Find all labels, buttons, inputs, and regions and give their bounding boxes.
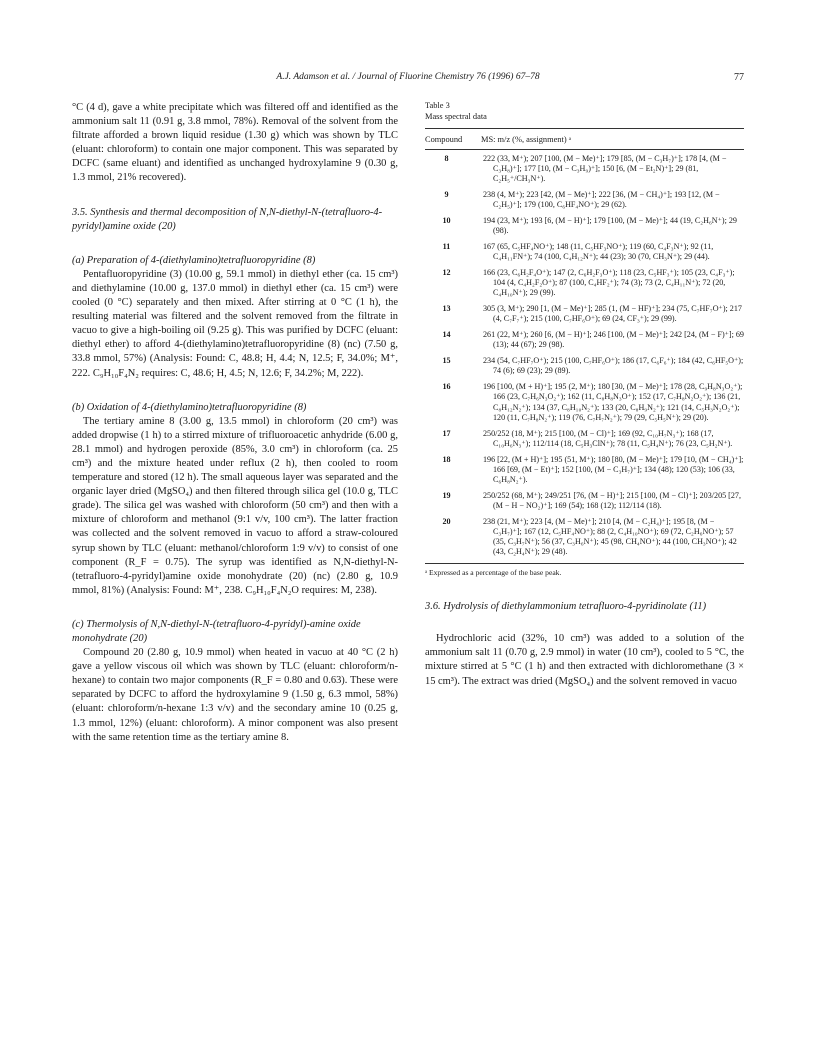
table-row bbox=[425, 190, 744, 210]
ms-data: 166 (23, C₆H₂F₄O⁺); 147 (2, C₆H₂F₃O⁺); 118 (23, C₅HF₃⁺); 105 (23, C₄F₃⁺); 104 (4, C₄H₂F₂O⁺); 87 (100, C₄HF₂⁺); 74 (3); 73 (2, C₄H₁₁N⁺); 72 (20, C₄H₁₀N⁺); 29 (99). bbox=[483, 268, 735, 298]
section-heading-3-5: 3.5. Synthesis and thermal decomposition of N,N-diethyl-N-(tetrafluoro-4-pyridyl)amine oxide (20) bbox=[72, 206, 383, 232]
ms-data: 196 [22, (M + H)⁺]; 195 (51, M⁺); 180 [80, (M − Me)⁺]; 179 [10, (M − CH₄)⁺]; 166 [69, (M − Et)⁺]; 152 [100, (M − C₃H₇)⁺]; 134 (48); 120 (53); 106 (33, C₆H₈N₂⁺). bbox=[483, 454, 744, 484]
table-row bbox=[425, 268, 744, 298]
paragraph-3-6: Hydrochloric acid (32%, 10 cm³) was added to a solution of the ammonium salt 11 (0.70 g, 2.9 mmol) in water (10 cm³), cooled to 5 °C, the mixture stirred at 5 °C (1 h) and then extracted with dichloromethane (3 × 15 cm³). The extract was dried (MgSO₄) and the solvent removed in vacuo bbox=[425, 633, 744, 687]
paragraph-continued: °C (4 d), gave a white precipitate which was filtered off and identified as the ammonium salt 11 (0.91 g, 3.8 mmol, 78%). Removal of the solvent from the filtrate afforded a brown liquid residue (1.30 g) which was shown by TLC (eluant: chloroform) to contain one major component. This was separated by DCFC (same eluant) and identified as unchanged hydroxylamine 9 (0.30 g, 1.3 mmol, 21% recovered). bbox=[72, 102, 398, 184]
ms-data: 305 (3, M⁺); 290 [1, (M − Me)⁺]; 285 (1, (M − HF)⁺]; 234 (75, C₇HF₇O⁺); 217 (4, C₇F₇⁺); 215 (100, C₇HF₆O⁺); 69 (24, CF₃⁺); 29 (99). bbox=[483, 304, 742, 324]
table-row bbox=[425, 216, 744, 236]
ms-data: 250/252 (68, M⁺); 249/251 [76, (M − H)⁺]; 215 [100, (M − Cl)⁺]; 203/205 [27, (M − H − NO₂)⁺]; 169 (54); 168 (12); 112/114 (18). bbox=[483, 490, 741, 510]
subsection-heading-b: (b) Oxidation of 4-(diethylamino)tetrafluoropyridine (8) bbox=[72, 401, 307, 413]
subsection-heading-c: (c) Thermolysis of N,N-diethyl-N-(tetrafluoro-4-pyridyl)-amine oxide monohydrate (20) bbox=[72, 618, 361, 644]
compound-id: 13 bbox=[442, 304, 451, 314]
compound-id: 16 bbox=[442, 382, 451, 392]
table-row bbox=[425, 154, 744, 184]
page-header bbox=[72, 72, 744, 86]
section-heading-3-6: 3.6. Hydrolysis of diethylammonium tetrafluoro-4-pyridinolate (11) bbox=[425, 601, 707, 613]
compound-id: 14 bbox=[442, 330, 451, 340]
table-row bbox=[425, 455, 744, 485]
ms-data: 234 (54, C₇HF₇O⁺); 215 (100, C₇HF₆O⁺); 186 (17, C₆F₆⁺); 184 (42, C₆HF₅O⁺); 74 (6); 69 (23); 29 (89). bbox=[483, 356, 744, 376]
compound-id: 18 bbox=[442, 454, 451, 464]
ms-data: 196 [100, (M + H)⁺]; 195 (2, M⁺); 180 [30, (M − Me)⁺]; 178 (28, C₉H₈N₃O₂⁺); 166 (23, C₇H₆N₃O₂⁺); 162 (11, C₈H₈N₃O⁺); 152 (17, C₇H₈N₂O₂⁺); 136 (21, C₈H₁₂N₂⁺); 134 (37, C₈H₁₀N₂⁺); 133 (20, C₈H₉N₂⁺); 121 (14, C₅H₃N₂O₂⁺); 120 (11, C₇H₈N₂⁺); 119 (76, C₇H₇N₂⁺); 79 (29, C₅H₅N⁺); 29 (20). bbox=[483, 382, 743, 422]
column-header-compound: Compound bbox=[425, 134, 463, 144]
column-header-ms: MS: m/z (%, assignment) ᵃ bbox=[481, 134, 571, 144]
running-head: A.J. Adamson et al. / Journal of Fluorine Chemistry 76 (1996) 67–78 bbox=[276, 72, 540, 82]
table-row bbox=[425, 304, 744, 324]
table-row bbox=[425, 517, 744, 557]
compound-id: 11 bbox=[442, 241, 451, 251]
ms-data: 261 (22, M⁺); 260 [6, (M − H)⁺]; 246 [100, (M − Me)⁺]; 242 [24, (M − F)⁺]; 69 (13); 44 (67); 29 (98). bbox=[483, 330, 744, 350]
table-body bbox=[425, 150, 744, 558]
compound-id: 15 bbox=[442, 356, 451, 366]
table-row bbox=[425, 382, 744, 422]
table-caption: Table 3 bbox=[425, 101, 450, 110]
compound-id: 20 bbox=[442, 516, 451, 526]
page-number: 77 bbox=[734, 72, 744, 83]
table-row bbox=[425, 242, 744, 262]
ms-data: 194 (23, M⁺); 193 [6, (M − H)⁺]; 179 [100, (M − Me)⁺]; 44 (19, C₂H₆N⁺); 29 (98). bbox=[483, 215, 737, 235]
ms-data: 238 (4, M⁺); 223 [42, (M − Me)⁺]; 222 [36, (M − CH₄)⁺]; 193 [12, (M − C₂H₅)⁺]; 179 (100, C₆HF₄NO⁺); 29 (62). bbox=[483, 189, 720, 209]
compound-id: 12 bbox=[442, 268, 451, 278]
paragraph-a: Pentafluoropyridine (3) (10.00 g, 59.1 mmol) in diethyl ether (ca. 15 cm³) and diethylamine (10.00 g, 137.0 mmol) in diethyl ether (ca. 15 cm³) were cooled (0 °C) separately and then mixed. After stirring at 0 °C (1 h), the resulting material was filtered and the solvent removed from the filtrate in vacuo to give a high-boiling oil (9.25 g). This was purified by DCFC (eluant: diethyl ether) to afford 4-(diethylamino)tetrafluoropyridine (8) (nc) (7.50 g, 33.8 mmol, 57%) (Analysis: Found: C, 48.8; H, 4.4; N, 12.5; F, 34.0%; M⁺, 222. C₉H₁₀F₄N₂ requires: C, 48.6; H, 4.5; N, 12.6; F, 34.2%; M, 222). bbox=[72, 268, 398, 379]
ms-data: 238 (21, M⁺); 223 [4, (M − Me)⁺]; 210 [4, (M − C₂H₄)⁺]; 195 [8, (M − C₃H₇)⁺]; 167 (12, C₅HF₄NO⁺); 88 (2, C₄H₁₀NO⁺); 69 (72, C₂H₆NO⁺); 57 (35, C₃H₇N⁺); 56 (37, C₃H₆N⁺); 45 (98, CH₄NO⁺); 44 (100, CH₃NO⁺); 42 (43, C₂H₄N⁺); 29 (48). bbox=[483, 516, 737, 557]
section-3-6 bbox=[425, 600, 744, 688]
table-header-row bbox=[425, 129, 744, 149]
right-column bbox=[425, 101, 744, 689]
compound-id: 17 bbox=[442, 428, 451, 438]
table-footnote: ᵃ Expressed as a percentage of the base peak. bbox=[425, 568, 562, 578]
table-title: Mass spectral data bbox=[425, 111, 487, 121]
compound-id: 10 bbox=[442, 215, 451, 225]
ms-data: 167 (65, C₅HF₄NO⁺); 148 (11, C₅HF₃NO⁺); 119 (60, C₄F₃N⁺); 92 (11, C₄H₁₁FN⁺); 74 (100, C₄H₁₂N⁺); 44 (23); 30 (70, CH₃N⁺); 29 (44). bbox=[483, 241, 714, 261]
compound-id: 19 bbox=[442, 490, 451, 500]
table-row bbox=[425, 356, 744, 376]
left-column bbox=[72, 101, 398, 745]
table-row bbox=[425, 429, 744, 449]
table-row bbox=[425, 491, 744, 511]
subsection-heading-a: (a) Preparation of 4-(diethylamino)tetrafluoropyridine (8) bbox=[72, 254, 316, 266]
paragraph-c: Compound 20 (2.80 g, 10.9 mmol) when heated in vacuo at 40 °C (2 h) gave a yellow viscous oil which was shown by TLC (eluant: chloroform/n-hexane) to contain two major components (R_F = 0.80 and 0.63). These were separated by DCFC to afford the hydroxylamine 9 (1.50 g, 6.3 mmol, 58%) (eluant: chloroform/n-hexane 1:3 v/v) and the secondary amine 10 (0.25 g, 1.3 mmol, 12%) (eluant: chloroform). A minor component was also present with the same retention time as the tertiary amine 8. bbox=[72, 647, 398, 743]
table-row bbox=[425, 330, 744, 350]
compound-id: 9 bbox=[444, 189, 449, 199]
paragraph-b: The tertiary amine 8 (3.00 g, 13.5 mmol) in chloroform (20 cm³) was added dropwise (1 h) to a stirred mixture of trifluoroacetic anhydride (6.00 g, 28.1 mmol) and hydrogen peroxide (85%, 3.0 cm³) in chloroform (ca. 25 cm³) and the mixture heated under reflux (2 h), then cooled to room temperature and stored (12 h). The small aqueous layer was separated and the organic layer dried (MgSO₄) and then filtered through silica gel (10.0 g, TLC grade). The silica gel was washed with chloroform (50 cm³) and then with a mixture of chloroform and methanol (9:1 v/v, 100 cm³). The latter fraction was collected and the solvent removed in vacuo to afford a straw-coloured syrup shown by TLC (eluant: methanol/chloroform 1:9 v/v) to consist of one component (R_F = 0.75). The syrup was identified as N,N-diethyl-N-(tetrafluoro-4-pyridyl)amine oxide monohydrate (20) (nc) (2.80 g, 10.9 mmol, 81%) (Analysis: Found: M⁺, 238. C₉H₁₀F₄N₂O requires: M, 238). bbox=[72, 415, 398, 596]
ms-data: 250/252 (18, M⁺); 215 [100, (M − Cl)⁺]; 169 (92, C₁₀H₇N₃⁺); 168 (17, C₁₀H₆N₃⁺); 112/114 (18, C₅H₃ClN⁺); 78 (11, C₅H₄N⁺); 76 (23, C₅H₂N⁺). bbox=[483, 428, 733, 448]
compound-id: 8 bbox=[444, 153, 449, 163]
ms-data: 222 (33, M⁺); 207 [100, (M − Me)⁺]; 179 [85, (M − C₃H₇)⁺]; 178 [4, (M − C₃H₈)⁺]; 177 [10, (M − C₃H₉)⁺]; 150 [6, (M − Et₂N)⁺]; 29 (81, C₂H₅⁺/CH₃N⁺). bbox=[483, 153, 727, 183]
